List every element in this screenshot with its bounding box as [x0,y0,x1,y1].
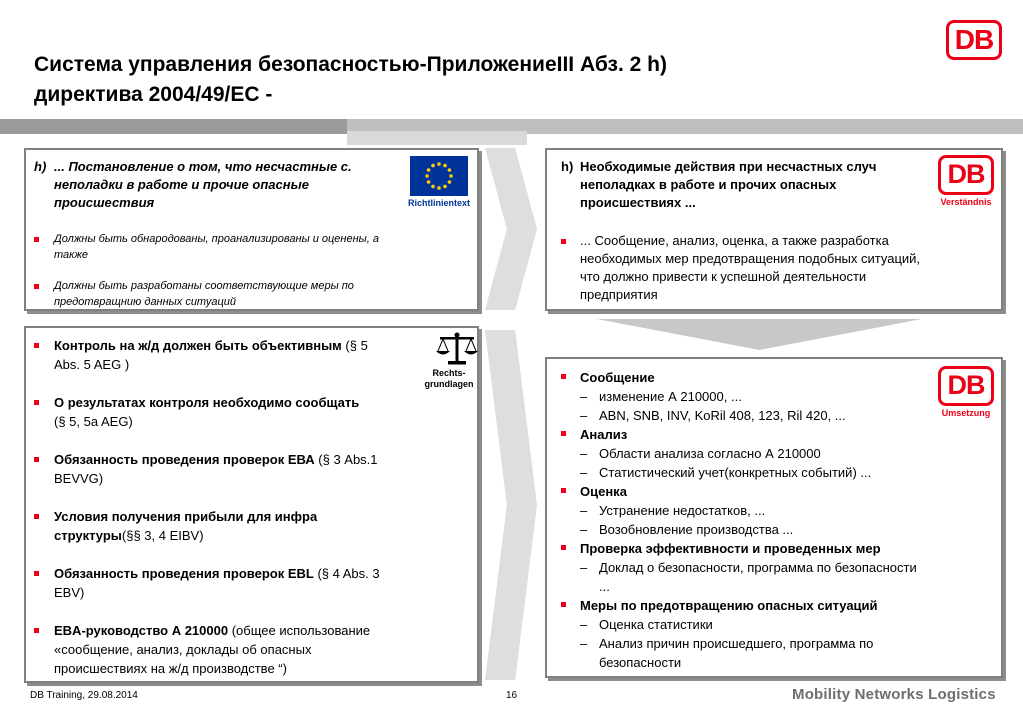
list-item: происшествиях на ж/д производстве “) [54,661,287,676]
item-bold: Обязанность проведения проверок ЕВА [54,452,315,467]
list-item: предприятия [580,287,658,302]
badge-caption: Verständnis [940,197,992,207]
section-head: Проверка эффективности и проведенных мер [580,541,881,556]
sub-item: ABN, SNB, INV, KoRil 408, 123, Ril 420, ... [599,408,846,423]
list-item: предотвращнию данных ситуаций [54,296,236,308]
bullet-square-icon [34,284,39,289]
scales-icon [434,332,480,366]
page-number: 16 [506,690,518,701]
item-text: (§ 4 Abs. 3 [313,566,380,581]
sub-item: Статистический учет(конкретных событий) ... [599,465,872,480]
item-text: (§ 5 [341,338,368,353]
bullet-square-icon [34,457,39,462]
list-item: EBV) [54,585,85,600]
sub-item: Устранение недостатков, ... [599,503,766,518]
db-logo: DB [938,155,994,195]
item-bold: Обязанность проведения проверок EBL [54,566,314,581]
bullet-square-icon [34,571,39,576]
heading-line: Необходимые действия при несчастных случ [580,159,877,174]
list-item: «сообщение, анализ, доклады об опасных [54,642,312,657]
title-line-1: Система управления безопасностью-ПриложениеIII Абз. 2 h) [34,53,667,76]
list-item [54,450,464,469]
item-text: (общее использование [228,623,371,638]
dash: – [580,636,588,651]
dash: – [580,446,588,461]
item-bold: О результатах контроля необходимо сообщать [54,395,360,410]
item-text: (§§ 3, 4 EIBV) [121,528,204,543]
dash: – [580,465,588,480]
list-item: ... Сообщение, анализ, оценка, а также разработка [580,233,889,248]
item-bold: EBA-руководство А 210000 [54,623,229,638]
understanding-box [545,148,1003,311]
bullet-square-icon [561,431,566,436]
list-item [54,336,434,355]
item-bold: Контроль на ж/д должен быть объективным [54,338,342,353]
badge-caption [416,368,482,390]
item-label: h) [561,159,574,174]
dash: – [580,522,588,537]
eu-flag-icon [410,156,468,196]
badge-caption: Umsetzung [941,408,991,418]
list-item [54,621,464,640]
list-item [54,507,464,526]
heading-line: ... Постановление о том, что несчастные с. [54,159,352,174]
dash: – [580,389,588,404]
bullet-square-icon [561,545,566,550]
section-head: Анализ [580,427,628,442]
list-item [54,526,464,545]
header-band-accent [0,119,347,134]
bullet-square-icon [34,628,39,633]
bullet-square-icon [561,488,566,493]
badge-caption-line: Rechts- [432,368,466,378]
item-text: (§ 3 Abs.1 [314,452,378,467]
bullet-square-icon [34,237,39,242]
badge-caption-line: grundlagen [424,379,474,389]
list-item: BEVVG) [54,471,104,486]
item-label: h) [34,159,47,174]
list-item: Должны быть обнародованы, проанализированы и оценены, а [54,233,379,245]
list-item: также [54,249,89,261]
section-head: Оценка [580,484,627,499]
chevron-arrow-icon [485,330,537,680]
heading-line: неполадках в работе и прочих опасных [580,177,837,192]
header-tab [347,131,527,145]
item-bold: структуры [54,528,122,543]
bullet-square-icon [34,514,39,519]
chevron-arrow-icon [485,148,537,310]
bullet-square-icon [561,374,566,379]
list-item: Abs. 5 AEG ) [54,357,130,372]
sub-item: Возобновление производства ... [599,522,794,537]
dash: – [580,408,588,423]
footer-date: DB Training, 29.08.2014 [30,690,138,701]
list-item: что должно привести к успешной деятельности [580,269,867,284]
bullet-square-icon [34,343,39,348]
heading-line: происшествиях ... [580,195,696,210]
heading-line: неполадки в работе и прочие опасные [54,177,309,192]
db-logo: DB [946,20,1002,60]
list-item [54,564,464,583]
sub-item: безопасности [599,655,682,670]
brand-slogan: Mobility Networks Logistics [792,686,996,703]
bullet-square-icon [561,602,566,607]
section-head: Меры по предотвращению опасных ситуаций [580,598,878,613]
list-item [54,393,464,412]
section-head: Сообщение [580,370,655,385]
badge-caption: Richtlinientext [407,198,470,208]
implementation-box [545,357,1003,678]
dash: – [580,617,588,632]
sub-item: изменение А 210000, ... [599,389,742,404]
heading-line: происшествия [54,195,155,210]
sub-item: Доклад о безопасности, программа по безопасности [599,560,917,575]
legal-basis-box [24,326,479,683]
list-item: необходимых мер предотвращения подобных ситуаций, [580,251,921,266]
list-item: Должны быть разработаны соответствующие меры по [54,280,354,292]
eu-stars [410,156,468,196]
list-item: (§ 5, 5a AEG) [54,414,133,429]
sub-item: Оценка статистики [599,617,713,632]
db-logo: DB [938,366,994,406]
sub-item: Анализ причин происшедшего, программа по [599,636,874,651]
sub-item: Области анализа согласно А 210000 [599,446,821,461]
bullet-square-icon [34,400,39,405]
title-line-2: директива 2004/49/ЕС - [34,83,273,106]
slide-title [34,50,894,110]
dash: – [580,503,588,518]
dash: – [580,560,588,575]
bullet-square-icon [561,239,566,244]
down-arrow-icon [597,319,922,350]
item-bold: Условия получения прибыли для инфра [54,509,318,524]
sub-item: ... [599,579,610,594]
